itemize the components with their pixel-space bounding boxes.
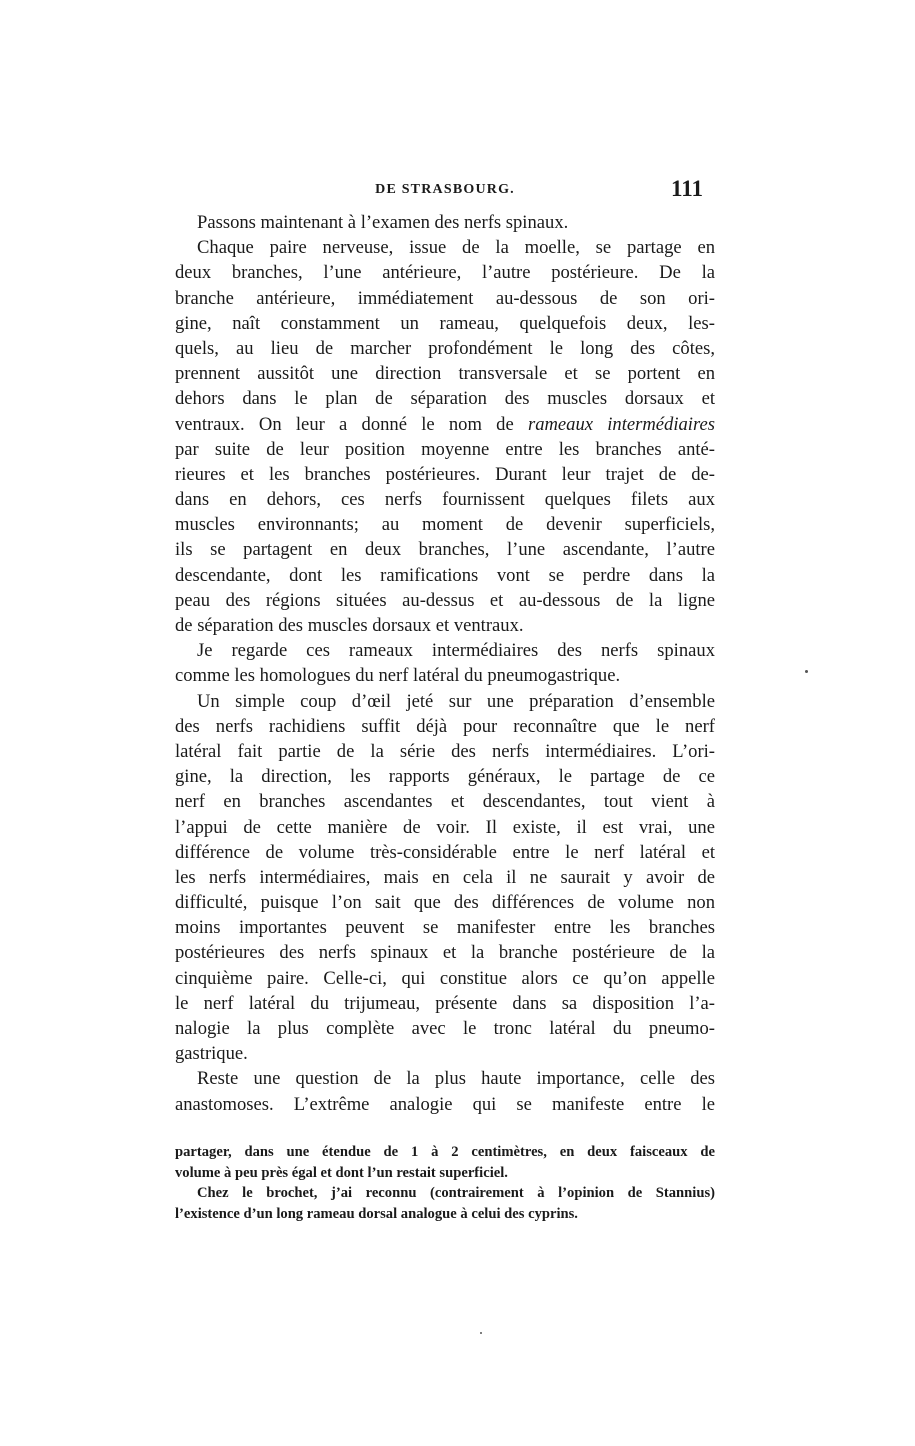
footnote-line: l’existence d’un long rameau dorsal analogue à celui des cyprins.: [175, 1205, 578, 1222]
text-line: les nerfs intermédiaires, mais en cela il ne saurait y avoir de: [175, 866, 715, 888]
text-line: branche antérieure, immédiatement au-dessous de son ori-: [175, 287, 715, 309]
text-line: difficulté, puisque l’on sait que des différences de volume non: [175, 892, 715, 914]
text-line: moins importantes peuvent se manifester entre les branches: [175, 917, 715, 939]
running-head: [175, 176, 715, 204]
text-line: Un simple coup d’œil jeté sur une préparation d’ensemble: [197, 690, 715, 712]
running-title: DE STRASBOURG.: [375, 182, 515, 197]
text-line: Je regarde ces rameaux intermédiaires des nerfs spinaux: [197, 640, 715, 662]
text-line: des nerfs rachidiens suffit déjà pour reconnaître que le nerf: [175, 715, 715, 737]
text-line: dans en dehors, ces nerfs fournissent quelques filets aux: [175, 489, 715, 511]
text-line: comme les homologues du nerf latéral du pneumogastrique.: [175, 665, 621, 687]
text-line: de séparation des muscles dorsaux et ventraux.: [175, 615, 524, 636]
footnote-line: partager, dans une étendue de 1 à 2 centimètres, en deux faisceaux de: [175, 1144, 715, 1160]
text-segment: ventraux. On leur a donné le nom de: [175, 413, 514, 435]
text-line: anastomoses. L’extrême analogie qui se manifeste entre le: [175, 1093, 715, 1115]
text-line: Passons maintenant à l’examen des nerfs spinaux.: [197, 212, 569, 233]
italic-term: rameaux intermédiaires: [527, 413, 716, 435]
text-line: quels, au lieu de marcher profondément le long des côtes,: [175, 337, 715, 359]
body-text: [175, 210, 715, 1117]
text-line: nalogie la plus complète avec le tronc latéral du pneumo-: [175, 1018, 715, 1039]
text-line: différence de volume très-considérable entre le nerf latéral et: [175, 841, 715, 863]
ink-speck: [480, 1332, 482, 1334]
ink-speck: [805, 670, 808, 673]
text-line: descendante, dont les ramifications vont se perdre dans la: [175, 564, 715, 586]
footnote-line: volume à peu près égal et dont l’un restait superficiel.: [175, 1164, 508, 1181]
text-line: Chaque paire nerveuse, issue de la moelle, se partage en: [197, 237, 715, 259]
text-line: Reste une question de la plus haute importance, celle des: [197, 1068, 715, 1090]
text-line: postérieures des nerfs spinaux et la branche postérieure de la: [175, 942, 715, 964]
text-line: rieures et les branches postérieures. Durant leur trajet de de-: [175, 463, 715, 485]
text-line: latéral fait partie de la série des nerfs intermédiaires. L’ori-: [175, 740, 715, 762]
text-line: gine, naît constamment un rameau, quelquefois deux, les-: [175, 312, 715, 334]
footnote-line: Chez le brochet, j’ai reconnu (contrairement à l’opinion de Stannius): [197, 1185, 715, 1202]
page-number: 111: [671, 176, 703, 201]
text-line: l’appui de cette manière de voir. Il existe, il est vrai, une: [175, 816, 715, 838]
text-line: dehors dans le plan de séparation des muscles dorsaux et: [175, 388, 715, 410]
text-line: le nerf latéral du trijumeau, présente dans sa disposition l’a-: [175, 992, 715, 1014]
text-line: peau des régions situées au-dessus et au-dessous de la ligne: [175, 589, 715, 611]
footnotes: [175, 1142, 715, 1224]
text-line: prennent aussitôt une direction transversale et se portent en: [175, 363, 715, 385]
text-line: gine, la direction, les rapports généraux, le partage de ce: [175, 766, 715, 788]
text-line-with-italic: [175, 412, 715, 437]
text-line: muscles environnants; au moment de devenir superficiels,: [175, 514, 715, 536]
text-line: par suite de leur position moyenne entre les branches anté-: [175, 438, 715, 460]
text-line: cinquième paire. Celle-ci, qui constitue alors ce qu’on appelle: [175, 967, 715, 989]
text-line: ils se partagent en deux branches, l’une ascendante, l’autre: [175, 539, 715, 561]
text-line: deux branches, l’une antérieure, l’autre postérieure. De la: [175, 262, 715, 284]
text-line: gastrique.: [175, 1043, 248, 1065]
text-line: nerf en branches ascendantes et descendantes, tout vient à: [175, 791, 715, 813]
